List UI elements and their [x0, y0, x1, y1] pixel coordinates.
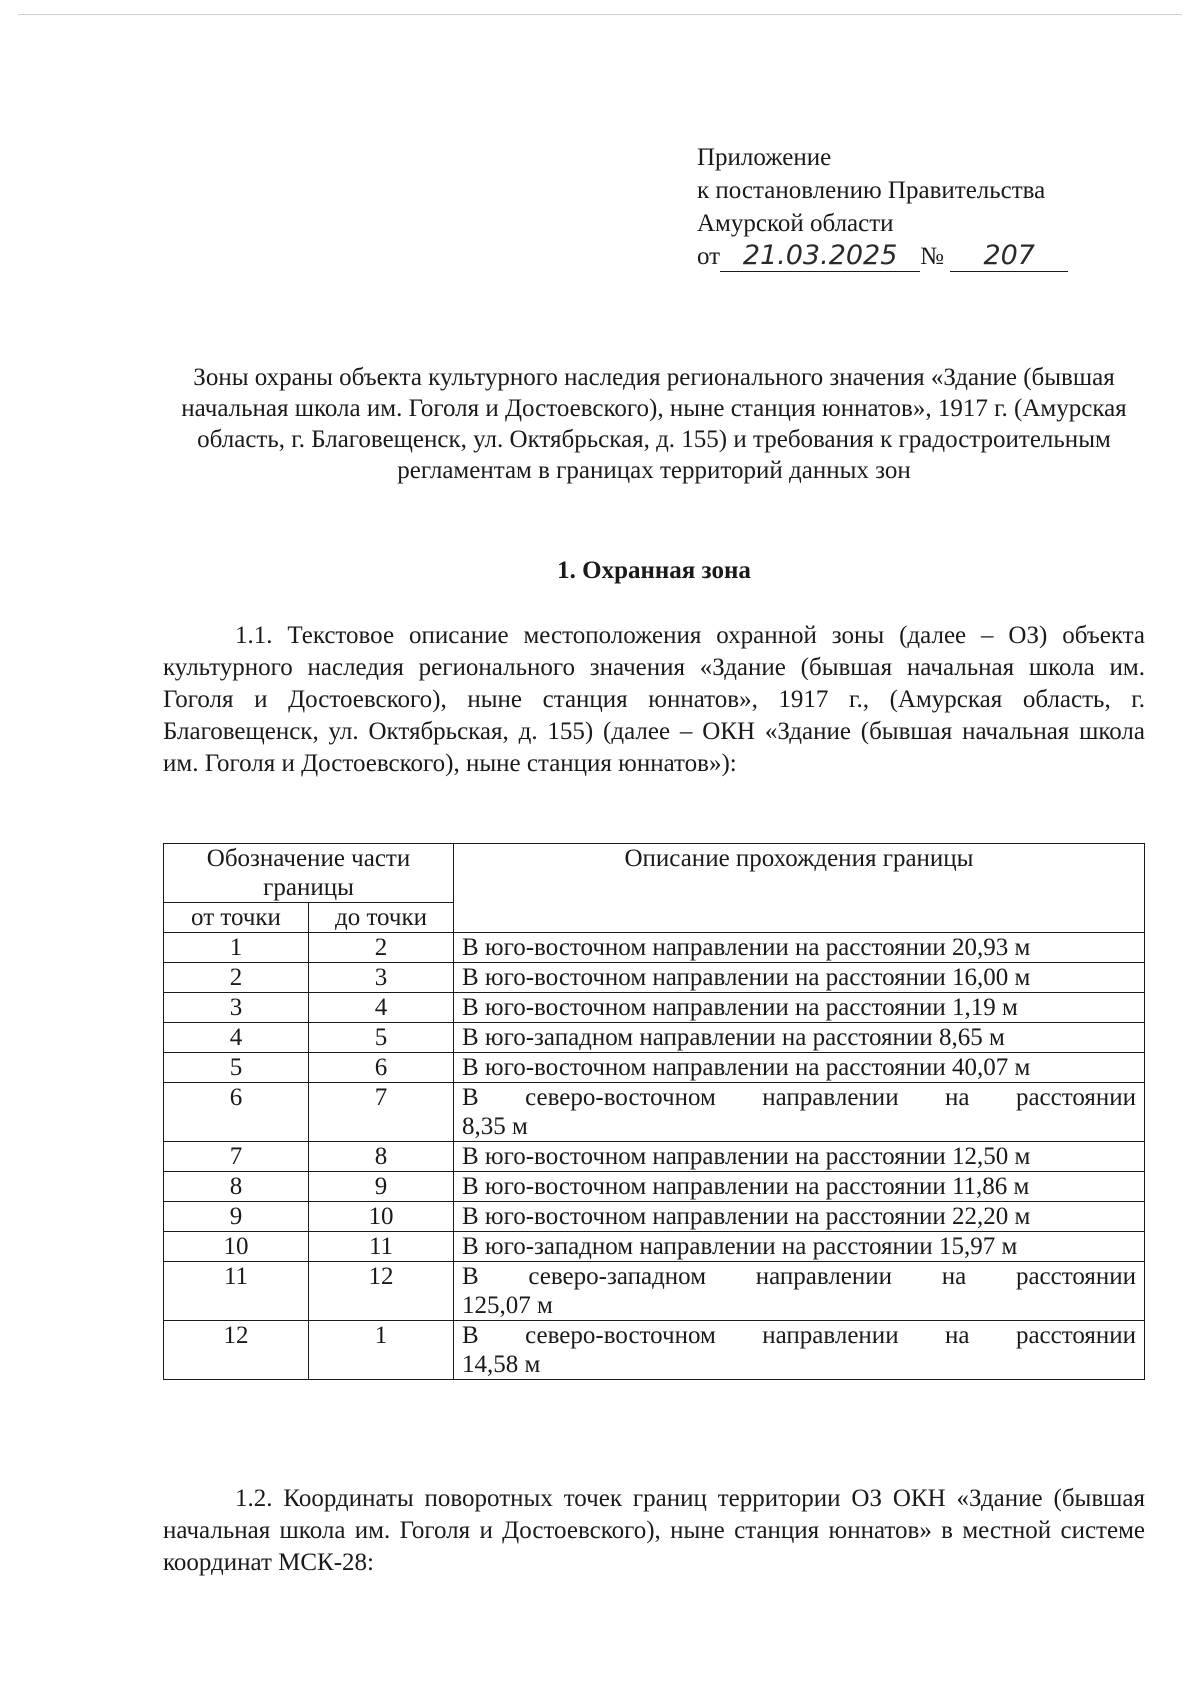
from-point-cell: 12: [164, 1321, 309, 1380]
header-from-point: от точки: [164, 903, 309, 933]
header-to-point: до точки: [309, 903, 454, 933]
from-point-cell: 7: [164, 1142, 309, 1172]
table-row: [164, 993, 1145, 1023]
from-point-cell: 5: [164, 1053, 309, 1083]
table-row: [164, 933, 1145, 963]
table-row: [164, 1202, 1145, 1232]
from-point-cell: 2: [164, 963, 309, 993]
header-part-of-boundary: Обозначение части границы: [164, 844, 454, 903]
table-row: [164, 1172, 1145, 1202]
to-point-cell: 7: [309, 1083, 454, 1142]
table-row: [164, 1083, 1145, 1142]
table-row: [164, 1232, 1145, 1262]
from-point-cell: 3: [164, 993, 309, 1023]
table-row: [164, 963, 1145, 993]
table-row: [164, 1321, 1145, 1380]
description-cell: В юго-западном направлении на расстоянии 8,65 м: [454, 1023, 1145, 1053]
from-point-cell: 9: [164, 1202, 309, 1232]
boundary-table: [163, 843, 1145, 1380]
description-cell: В юго-западном направлении на расстоянии 15,97 м: [454, 1232, 1145, 1262]
appendix-line-3: Амурской области: [697, 210, 894, 237]
from-point-cell: 11: [164, 1262, 309, 1321]
to-point-cell: 1: [309, 1321, 454, 1380]
table-row: [164, 1262, 1145, 1321]
description-cell: [454, 1083, 1145, 1142]
from-point-cell: 6: [164, 1083, 309, 1142]
description-line-1: В северо-восточном направлении на расстоянии: [462, 1084, 1136, 1111]
description-cell: В юго-восточном направлении на расстоянии 11,86 м: [454, 1172, 1145, 1202]
description-cell: В юго-восточном направлении на расстоянии 1,19 м: [454, 993, 1145, 1023]
description-cell: В юго-восточном направлении на расстоянии 22,20 м: [454, 1202, 1145, 1232]
scan-top-edge: [18, 14, 1182, 15]
from-point-cell: 8: [164, 1172, 309, 1202]
to-point-cell: 3: [309, 963, 454, 993]
table-row: [164, 1053, 1145, 1083]
from-point-cell: 1: [164, 933, 309, 963]
to-point-cell: 9: [309, 1172, 454, 1202]
description-cell: В юго-восточном направлении на расстоянии 40,07 м: [454, 1053, 1145, 1083]
appendix-block: [697, 141, 1167, 273]
number-field: [950, 242, 1068, 272]
description-line-1: В северо-западном направлении на расстоянии: [462, 1263, 1136, 1290]
document-title: Зоны охраны объекта культурного наследия регионального значения «Здание (бывшая начальная школа им. Гоголя и Достоевского), ныне станция юннатов», 1917 г. (Амурская область, г. Благовещенск, ул. Октябрьская, д. 155) и требования к градостроительным регламентам в границах территорий данных зон: [181, 364, 1127, 484]
description-line-2: 8,35 м: [462, 1113, 528, 1140]
description-line-2: 14,58 м: [462, 1351, 541, 1378]
description-cell: В юго-восточном направлении на расстоянии 12,50 м: [454, 1142, 1145, 1172]
handwritten-date: 21.03.2025: [742, 240, 898, 271]
to-point-cell: 5: [309, 1023, 454, 1053]
number-label: №: [920, 243, 944, 270]
section-heading: 1. Охранная зона: [557, 557, 751, 584]
description-cell: [454, 1321, 1145, 1380]
description-cell: В юго-восточном направлении на расстоянии 20,93 м: [454, 933, 1145, 963]
appendix-date-number-line: [697, 240, 1167, 273]
from-point-cell: 10: [164, 1232, 309, 1262]
to-point-cell: 12: [309, 1262, 454, 1321]
appendix-line-1: Приложение: [697, 144, 832, 171]
to-point-cell: 2: [309, 933, 454, 963]
to-point-cell: 8: [309, 1142, 454, 1172]
date-field: [720, 242, 920, 272]
description-cell: [454, 1262, 1145, 1321]
to-point-cell: 6: [309, 1053, 454, 1083]
paragraph-1-1: 1.1. Текстовое описание местоположения охранной зоны (далее – ОЗ) объекта культурного наследия регионального значения «Здание (бывшая начальная школа им. Гоголя и Достоевского), ныне станция юннатов», 1917 г., (Амурская область, г. Благовещенск, ул. Октябрьская, д. 155) (далее – ОКН «Здание (бывшая начальная школа им. Гоголя и Достоевского), ныне станция юннатов»):: [163, 622, 1145, 777]
table-row: [164, 1023, 1145, 1053]
header-boundary-description: Описание прохождения границы: [454, 844, 1145, 933]
to-point-cell: 4: [309, 993, 454, 1023]
appendix-line-2: к постановлению Правительства: [697, 177, 1046, 204]
description-line-2: 125,07 м: [462, 1292, 553, 1319]
paragraph-1-2: 1.2. Координаты поворотных точек границ территории ОЗ ОКН «Здание (бывшая начальная школа им. Гоголя и Достоевского), ныне станция юннатов» в местной системе координат МСК-28:: [163, 1485, 1145, 1576]
from-label: от: [697, 243, 721, 270]
table-row: [164, 1142, 1145, 1172]
description-cell: В юго-восточном направлении на расстоянии 16,00 м: [454, 963, 1145, 993]
to-point-cell: 10: [309, 1202, 454, 1232]
to-point-cell: 11: [309, 1232, 454, 1262]
description-line-1: В северо-восточном направлении на расстоянии: [462, 1322, 1136, 1349]
handwritten-number: 207: [983, 240, 1035, 271]
from-point-cell: 4: [164, 1023, 309, 1053]
